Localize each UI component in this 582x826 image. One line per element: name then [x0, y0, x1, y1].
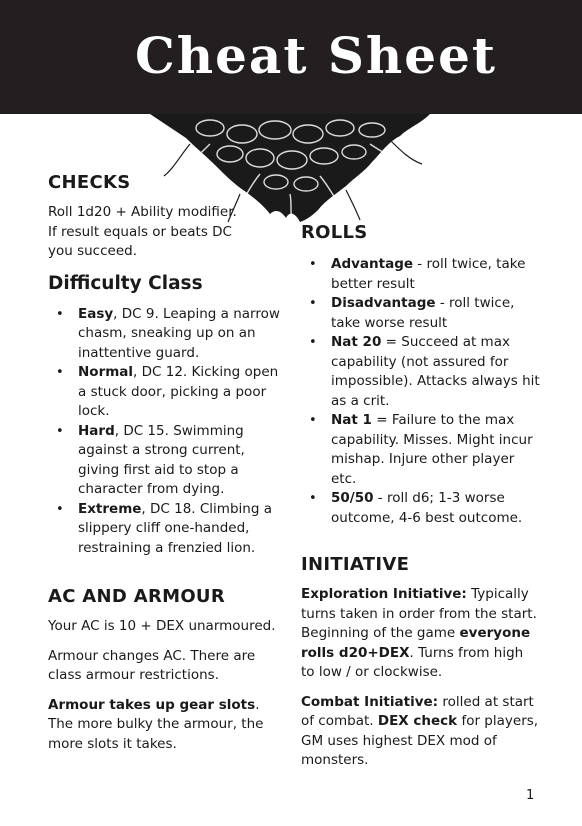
list-item-name: Nat 20 [331, 334, 382, 350]
armour-bold: Armour takes up gear slots [48, 696, 256, 713]
list-item [48, 422, 288, 500]
left-column [48, 172, 288, 754]
initiative-text: rolled at start of combat. [301, 693, 534, 729]
list-item-text: , DC 12. Kicking open a stuck door, picking a poor lock. [78, 364, 279, 419]
list-item-text: = Succeed at max capability (not assured for impossible). Attacks always hit as a crit. [331, 334, 540, 409]
initiative-bold: Exploration Initiative: [301, 586, 467, 602]
list-item-name: Nat 1 [331, 412, 372, 428]
list-item [48, 500, 288, 559]
list-item-name: Easy [78, 305, 114, 322]
initiative-text: for players, GM uses highest DEX mod of monsters. [301, 713, 539, 768]
list-item-text: , DC 9. Leaping a narrow chasm, sneaking up on an inattentive guard. [78, 305, 280, 361]
initiative-text: Typically turns taken in order from the start. Beginning of the game [301, 586, 537, 641]
list-item-text: , DC 15. Swimming against a strong current, giving first aid to stop a character from dying. [78, 422, 245, 497]
list-item [48, 363, 288, 422]
checks-text [48, 203, 288, 262]
initiative-bold: Combat Initiative: [301, 693, 439, 710]
armour-heading: AC AND ARMOUR [48, 586, 225, 607]
right-column [301, 222, 541, 771]
list-item-text: = Failure to the max capability. Misses. Might incur mishap. Injure other player etc. [331, 412, 533, 487]
initiative-bold: everyone rolls d20+DEX [301, 625, 531, 661]
armour-text: . The more bulky the armour, the more slots it takes. [48, 696, 264, 752]
rolls-list [301, 255, 541, 528]
list-item [48, 305, 288, 364]
checks-line: you succeed. [48, 243, 138, 259]
page-number: 1 [526, 788, 535, 803]
list-item [301, 489, 541, 528]
checks-line: If result equals or beats DC [48, 223, 232, 240]
page-title: Cheat Sheet [134, 26, 498, 85]
armour-paragraph: Your AC is 10 + DEX unarmoured. [48, 618, 276, 634]
initiative-paragraph [301, 693, 541, 771]
initiative-bold: DEX check [377, 713, 458, 729]
difficulty-class-heading: Difficulty Class [48, 272, 203, 294]
list-item-name: Normal [78, 364, 134, 380]
list-item-name: Advantage [331, 256, 414, 272]
page-header [0, 0, 582, 114]
difficulty-list [48, 305, 288, 559]
rolls-heading: ROLLS [301, 222, 368, 243]
list-item-text: - roll d6; 1-3 worse outcome, 4-6 best outcome. [331, 490, 523, 526]
initiative-paragraph [301, 585, 541, 683]
list-item [301, 255, 541, 294]
list-item-text: - roll twice, take better result [331, 256, 526, 292]
initiative-text: . Turns from high to low / or clockwise. [301, 644, 524, 680]
list-item-text: - roll twice, take worse result [331, 295, 515, 331]
list-item [301, 411, 541, 489]
list-item-name: Extreme [78, 500, 142, 517]
checks-line: Roll 1d20 + Ability modifier. [48, 204, 237, 220]
initiative-heading: INITIATIVE [301, 554, 410, 575]
armour-paragraph: Armour changes AC. There are class armour restrictions. [48, 647, 256, 683]
checks-heading: CHECKS [48, 172, 131, 193]
list-item-text: , DC 18. Climbing a slippery cliff one-handed, restraining a frenzied lion. [78, 500, 272, 556]
list-item [301, 294, 541, 333]
list-item-name: Disadvantage [331, 295, 436, 311]
list-item-name: 50/50 [331, 490, 374, 506]
list-item [301, 333, 541, 411]
list-item-name: Hard [78, 422, 115, 439]
armour-paragraph [48, 696, 288, 755]
